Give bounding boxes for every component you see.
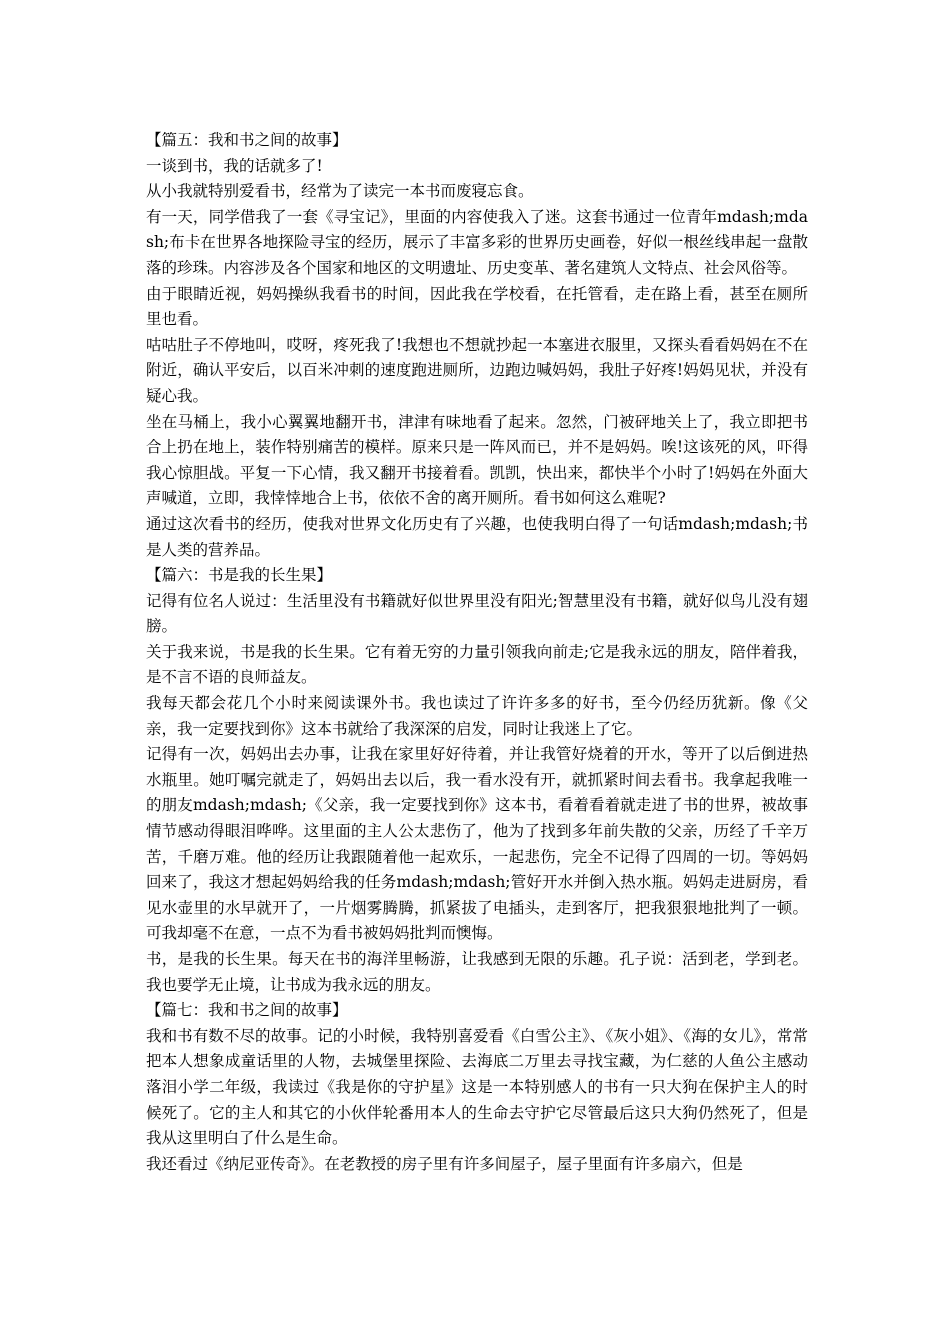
paragraph: 书，是我的长生果。每天在书的海洋里畅游，让我感到无限的乐趣。孔子说：活到老，学到老。我也要学无止境，让书成为我永远的朋友。: [146, 950, 808, 994]
document-page: [146, 128, 808, 1177]
paragraph: 我每天都会花几个小时来阅读课外书。我也读过了许许多多的好书，至今仍经历犹新。像《父亲，我一定要找到你》这本书就给了我深深的启发，同时让我迷上了它。: [146, 694, 808, 738]
paragraph: 通过这次看书的经历，使我对世界文化历史有了兴趣，也使我明白得了一句话mdash;mdash;书是人类的营养品。: [146, 514, 808, 559]
section-heading: 【篇五：我和书之间的故事】: [146, 131, 348, 149]
paragraph: 咕咕肚子不停地叫，哎呀，疼死我了!我想也不想就抄起一本塞进衣服里，又探头看看妈妈在不在附近，确认平安后，以百米冲刺的速度跑进厕所，边跑边喊妈妈，我肚子好疼!妈妈见状，并没有疑心我。: [146, 335, 808, 405]
section-heading: 【篇六：书是我的长生果】: [146, 566, 333, 585]
paragraph: 坐在马桶上，我小心翼翼地翻开书，津津有味地看了起来。忽然，门被砰地关上了，我立即把书合上扔在地上，装作特别痛苦的模样。原来只是一阵风而已，并不是妈妈。唉!这该死的风，吓得我心惊胆战。平复一下心情，我又翻开书接着看。凯凯，快出来，都快半个小时了!妈妈在外面大声喊道，立即，我悻悻地合上书，依依不舍的离开厕所。看书如何这么难呢?: [146, 412, 808, 508]
paragraph: 一谈到书，我的话就多了!: [146, 156, 323, 175]
paragraph: 由于眼睛近视，妈妈操纵我看书的时间，因此我在学校看，在托管看，走在路上看，甚至在厕所里也看。: [146, 284, 808, 329]
paragraph: 有一天，同学借我了一套《寻宝记》，里面的内容使我入了迷。这套书通过一位青年mdash;mdash;布卡在世界各地探险寻宝的经历，展示了丰富多彩的世界历史画卷，好似一根丝线串起一盘散落的珍珠。内容涉及各个国家和地区的文明遗址、历史变革、著名建筑人文特点、社会风俗等。: [146, 207, 808, 277]
paragraph: 关于我来说，书是我的长生果。它有着无穷的力量引领我向前走;它是我永远的朋友，陪伴着我，是不言不语的良师益友。: [146, 642, 808, 687]
paragraph: 记得有一次，妈妈出去办事，让我在家里好好待着，并让我管好烧着的开水，等开了以后倒进热水瓶里。她叮嘱完就走了，妈妈出去以后，我一看水没有开，就抓紧时间去看书。我拿起我唯一的朋友mdash;mdash;《父亲，我一定要找到你》这本书，看着看着就走进了书的世界，被故事情节感动得眼泪哗哗。这里面的主人公太悲伤了，他为了找到多年前失散的父亲，历经了千辛万苦，千磨万难。他的经历让我跟随着他一起欢乐，一起悲伤，完全不记得了四周的一切。等妈妈回来了，我这才想起妈妈给我的任务mdash;mdash;管好开水并倒入热水瓶。妈妈走进厨房，看见水壶里的水早就开了，一片烟雾腾腾，抓紧拔了电插头，走到客厅，把我狠狠地批判了一顿。可我却毫不在意，一点不为看书被妈妈批判而懊悔。: [146, 745, 808, 943]
paragraph: 我还看过《纳尼亚传奇》。在老教授的房子里有许多间屋子，屋子里面有许多扇六，但是: [146, 1154, 743, 1173]
paragraph: 我和书有数不尽的故事。记的小时候，我特别喜爱看《白雪公主》、《灰小姐》、《海的女儿》，常常把本人想象成童话里的人物，去城堡里探险、去海底二万里去寻找宝藏，为仁慈的人鱼公主感动落泪小学二年级，我读过《我是你的守护星》这是一本特别感人的书有一只大狗在保护主人的时候死了。它的主人和其它的小伙伴轮番用本人的生命去守护它尽管最后这只大狗仍然死了，但是我从这里明白了什么是生命。: [146, 1026, 808, 1148]
section-heading: 【篇七：我和书之间的故事】: [146, 1001, 348, 1020]
paragraph: 记得有位名人说过：生活里没有书籍就好似世界里没有阳光;智慧里没有书籍，就好似鸟儿没有翅膀。: [146, 591, 808, 636]
paragraph: 从小我就特别爱看书，经常为了读完一本书而废寝忘食。: [146, 182, 534, 201]
